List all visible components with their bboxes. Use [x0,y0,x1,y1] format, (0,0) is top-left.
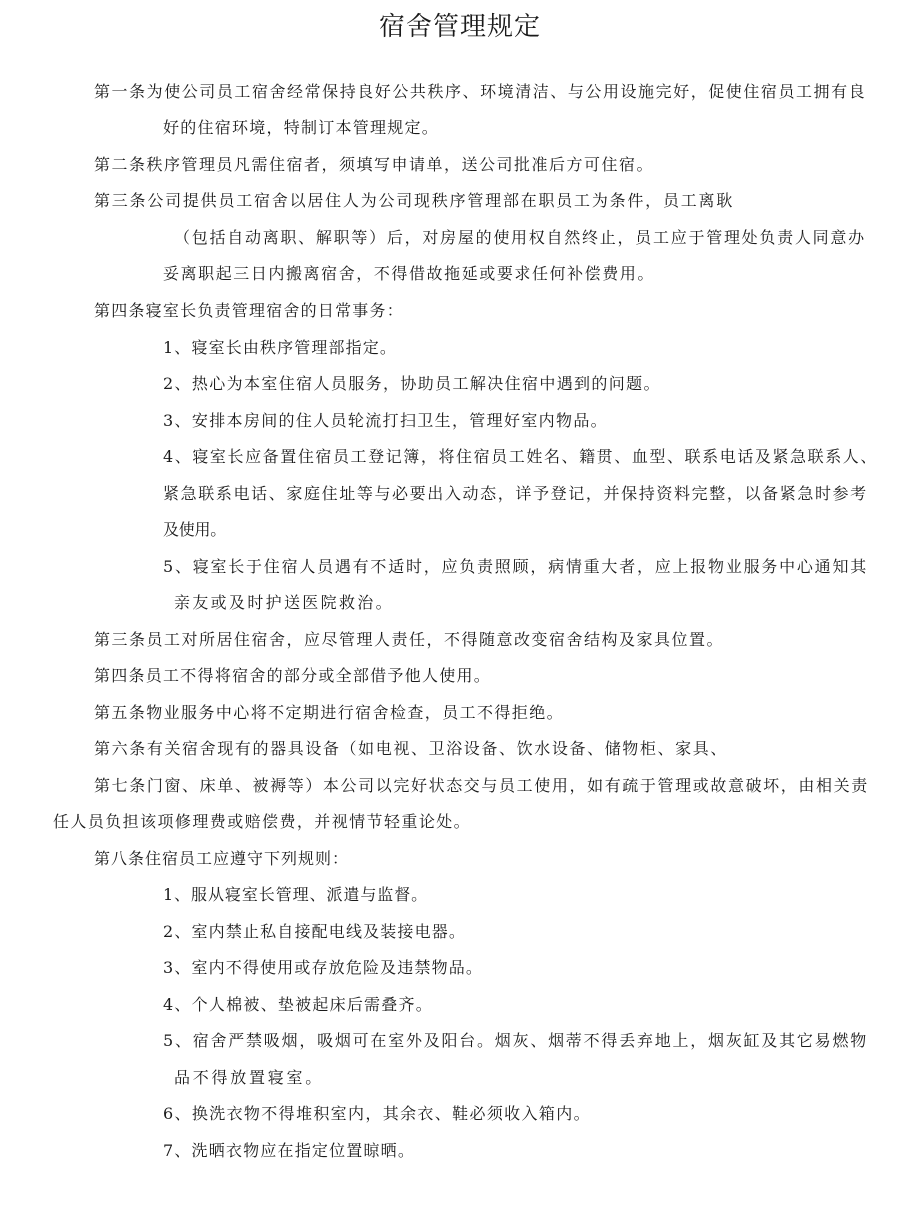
text-line: 第八条住宿员工应遵守下列规则： [94,849,350,868]
text-line: 第四条员工不得将宿舍的部分或全部借予他人使用。 [94,666,491,685]
text-line: 妥离职起三日内搬离宿舍，不得借故拖延或要求任何补偿费用。 [163,264,655,283]
text-line: 第一条为使公司员工宿舍经常保持良好公共秩序、环境清洁、与公用设施完好，促使住宿员工拥有良 [94,82,867,101]
text-line: 3、安排本房间的住人员轮流打扫卫生，管理好室内物品。 [163,411,609,430]
text-line: 品不得放置寝室。 [174,1068,325,1087]
text-line: 2、热心为本室住宿人员服务，协助员工解决住宿中遇到的问题。 [163,374,661,393]
text-line: 1、寝室长由秩序管理部指定。 [163,338,397,357]
text-line: 第四条寝室长负责管理宿舍的日常事务： [94,301,404,320]
text-line: 第三条员工对所居住宿舍，应尽管理人责任，不得随意改变宿舍结构及家具位置。 [94,630,725,649]
text-line: 6、换洗衣物不得堆积室内，其余衣、鞋必须收入箱内。 [163,1104,591,1123]
text-line: 亲友或及时护送医院救治。 [174,593,394,612]
text-line: 2、室内禁止私自接配电线及装接电器。 [163,922,467,941]
text-line: 第六条有关宿舍现有的器具设备（如电视、卫浴设备、饮水设备、储物柜、家具、 [94,739,728,758]
text-line: 及使用。 [163,520,227,539]
text-line: 任人员负担该项修理费或赔偿费，并视情节轻重论处。 [53,812,472,831]
text-line: 4、个人棉被、垫被起床后需叠齐。 [163,995,434,1014]
text-line: 4、寝室长应备置住宿员工登记簿，将住宿员工姓名、籍贯、血型、联系电话及紧急联系人、 [163,447,878,466]
text-line: 5、宿舍严禁吸烟，吸烟可在室外及阳台。烟灰、烟蒂不得丢弃地上，烟灰缸及其它易燃物 [163,1031,868,1050]
text-line: 第五条物业服务中心将不定期进行宿舍检查，员工不得拒绝。 [94,703,565,722]
text-line: 第七条门窗、床单、被褥等）本公司以完好状态交与员工使用，如有疏于管理或故意破坏，由相关责 [94,776,869,795]
text-line: 7、洗晒衣物应在指定位置晾晒。 [163,1141,416,1160]
text-line: 3、室内不得使用或存放危险及违禁物品。 [163,958,484,977]
text-line: （包括自动离职、解职等）后，对房屋的使用权自然终止，员工应于管理处负责人同意办 [174,228,866,247]
text-line: 好的住宿环境，特制订本管理规定。 [163,118,440,137]
text-line: 5、寝室长于住宿人员遇有不适时，应负责照顾，病情重大者，应上报物业服务中心通知其 [163,557,868,576]
document-title: 宿舍管理规定 [378,12,541,42]
text-line: 第三条公司提供员工宿舍以居住人为公司现秩序管理部在职员工为条件，员工离耿 [94,191,735,210]
text-line: 紧急联系电话、家庭住址等与必要出入动态，详予登记，并保持资料完整，以备紧急时参考 [163,484,868,503]
text-line: 1、服从寝室长管理、派遣与监督。 [163,885,429,904]
text-line: 第二条秩序管理员凡需住宿者，须填写申请单，送公司批准后方可住宿。 [94,155,655,174]
